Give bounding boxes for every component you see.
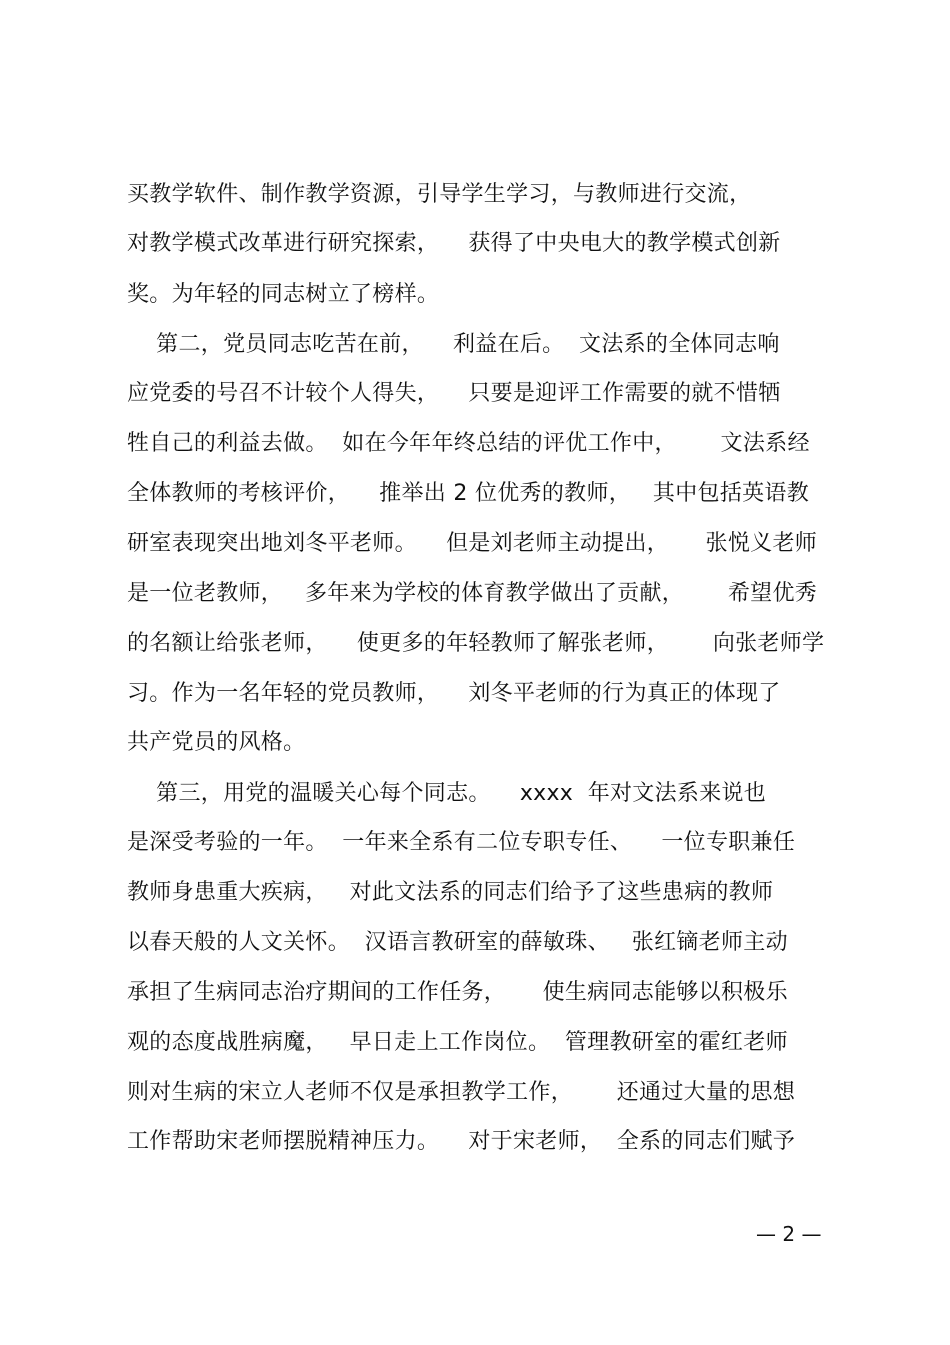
paragraph-line: 教师身患重大疾病， 对此文法系的同志们给予了这些患病的教师 [127,880,774,905]
paragraph-line: 工作帮助宋老师摆脱精神压力。 对于宋老师， 全系的同志们赋予 [127,1129,796,1154]
paragraph-line: 习。作为一名年轻的党员教师， 刘冬平老师的行为真正的体现了 [127,681,781,706]
paragraph-line: 应党委的号召不计较个人得失， 只要是迎评工作需要的就不惜牺 [127,381,781,406]
paragraph-line: 第三，用党的温暖关心每个同志。 xxxx 年对文法系来说也 [127,781,767,806]
paragraph-line: 承担了生病同志治疗期间的工作任务， 使生病同志能够以积极乐 [127,980,788,1005]
paragraph-line: 奖。为年轻的同志树立了榜样。 [127,282,440,307]
paragraph-line: 是深受考验的一年。 一年来全系有二位专职专任、 一位专职兼任 [127,830,796,855]
paragraph-line: 观的态度战胜病魔， 早日走上工作岗位。 管理教研室的霍红老师 [127,1030,788,1055]
paragraph-line: 对教学模式改革进行研究探索， 获得了中央电大的教学模式创新 [127,231,781,256]
paragraph-line: 共产党员的风格。 [127,730,306,755]
paragraph-line: 以春天般的人文关怀。 汉语言教研室的薛敏珠、 张红镝老师主动 [127,930,788,955]
paragraph-line: 则对生病的宋立人老师不仅是承担教学工作， 还通过大量的思想 [127,1080,796,1105]
paragraph-line: 全体教师的考核评价， 推举出 2 位优秀的教师， 其中包括英语教 [127,481,810,506]
paragraph-line: 的名额让给张老师， 使更多的年轻教师了解张老师， 向张老师学 [127,631,825,656]
page-number: — 2 — [756,1222,822,1246]
paragraph-line: 买教学软件、制作教学资源，引导学生学习，与教师进行交流， [127,182,752,207]
paragraph-line: 牲自己的利益去做。 如在今年年终总结的评优工作中， 文法系经 [127,431,810,456]
paragraph-line: 研室表现突出地刘冬平老师。 但是刘老师主动提出， 张悦义老师 [127,531,818,556]
paragraph-line: 第二，党员同志吃苦在前， 利益在后。 文法系的全体同志响 [127,332,780,357]
paragraph-line: 是一位老教师， 多年来为学校的体育教学做出了贡献， 希望优秀 [127,581,818,606]
